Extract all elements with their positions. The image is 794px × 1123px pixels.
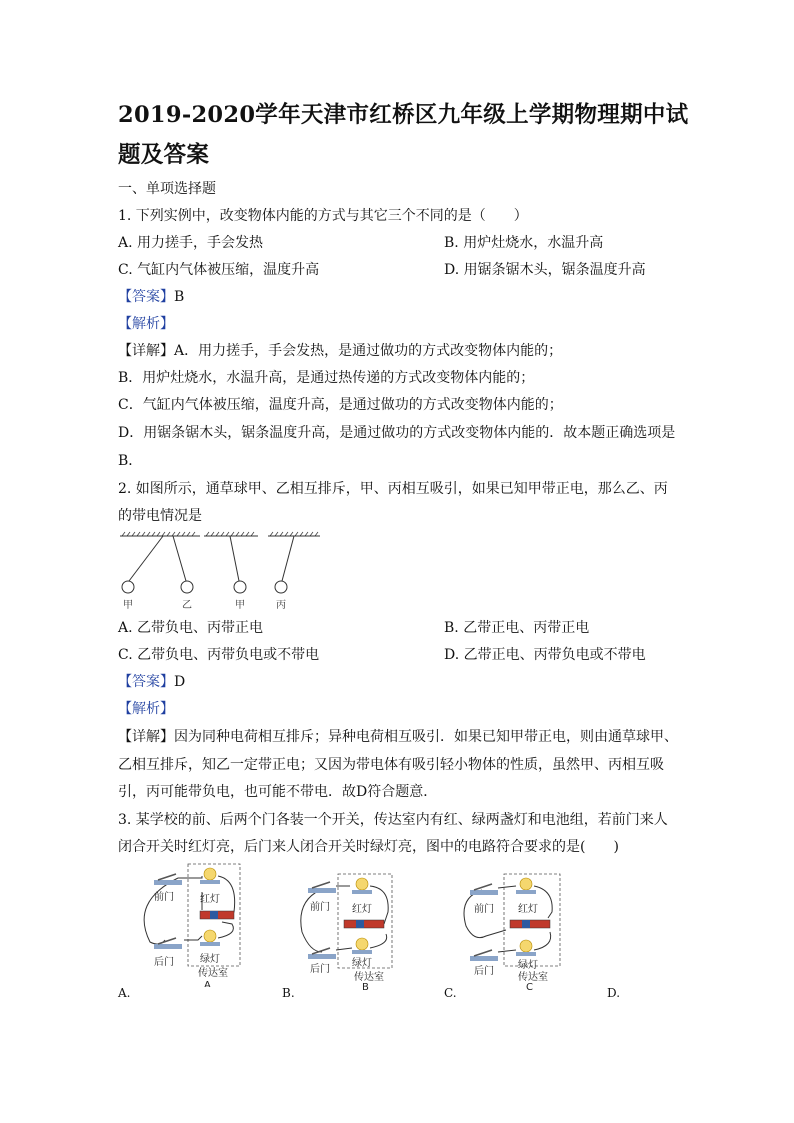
battery-icon bbox=[200, 911, 234, 919]
red-bulb-icon bbox=[516, 878, 536, 894]
svg-text:A: A bbox=[204, 980, 211, 987]
q1-option-b: B. 用炉灶烧水，水温升高 bbox=[444, 235, 604, 251]
answer-value: B bbox=[174, 289, 185, 305]
q2-detail-1: 乙相互排斥，知乙一定带正电；又因为带电体有吸引轻小物体的性质，虽然甲、丙相互吸 bbox=[118, 757, 664, 773]
answer-value: D bbox=[174, 674, 186, 690]
section-heading: 一、单项选择题 bbox=[118, 181, 216, 197]
svg-text:前门: 前门 bbox=[474, 904, 494, 915]
svg-text:绿灯: 绿灯 bbox=[352, 958, 372, 969]
circuit-a bbox=[140, 862, 255, 987]
svg-text:红灯: 红灯 bbox=[200, 894, 220, 905]
green-bulb-icon bbox=[352, 938, 372, 954]
label-yi: 乙 bbox=[182, 600, 192, 611]
q1-option-a: A. 用力搓手，手会发热 bbox=[118, 235, 264, 251]
q1-option-d: D. 用锯条锯木头，锯条温度升高 bbox=[444, 262, 646, 278]
answer-tag: 【答案】 bbox=[118, 289, 174, 305]
front-switch bbox=[470, 884, 498, 895]
svg-text:前门: 前门 bbox=[154, 892, 174, 903]
detail-tag: 【详解】 bbox=[118, 343, 174, 359]
q2-answer bbox=[118, 672, 185, 692]
q1-analysis-tag: 【解析】 bbox=[118, 316, 174, 332]
q3-option-c: C. bbox=[444, 986, 457, 1000]
back-switch bbox=[470, 950, 498, 961]
label-jia-2: 甲 bbox=[235, 600, 245, 611]
q1-option-c: C. 气缸内气体被压缩，温度升高 bbox=[118, 262, 320, 278]
label-jia-1: 甲 bbox=[123, 600, 133, 611]
q2-analysis-tag: 【解析】 bbox=[118, 701, 174, 717]
q1-detail-0: 【详解】A．用力搓手，手会发热，是通过做功的方式改变物体内能的； bbox=[118, 343, 563, 359]
svg-text:后门: 后门 bbox=[474, 966, 494, 977]
svg-text:绿灯: 绿灯 bbox=[200, 954, 220, 965]
q1-answer bbox=[118, 287, 184, 307]
svg-text:红灯: 红灯 bbox=[352, 904, 372, 915]
q2-detail-2: 引，丙可能带负电，也可能不带电．故D符合题意． bbox=[118, 784, 438, 800]
svg-text:传达室: 传达室 bbox=[354, 972, 384, 983]
q1-detail-2: C．气缸内气体被压缩，温度升高，是通过做功的方式改变物体内能的； bbox=[118, 397, 563, 413]
q1-detail-1: B．用炉灶烧水，水温升高，是通过热传递的方式改变物体内能的； bbox=[118, 370, 535, 386]
q2-detail-0: 【详解】因为同种电荷相互排斥；异种电荷相互吸引．如果已知甲带正电，则由通草球甲、 bbox=[118, 729, 678, 745]
q1-stem: 1. 下列实例中，改变物体内能的方式与其它三个不同的是（ ） bbox=[118, 208, 528, 224]
red-bulb-icon bbox=[352, 878, 372, 894]
q3-option-b: B. bbox=[282, 986, 295, 1000]
svg-text:后门: 后门 bbox=[154, 957, 174, 968]
q2-stem-line-1: 2. 如图所示，通草球甲、乙相互排斥，甲、丙相互吸引，如果已知甲带正电，那么乙、丙 bbox=[118, 481, 668, 497]
ball-yi bbox=[181, 581, 193, 593]
q3-stem-line-2: 闭合开关时红灯亮，后门来人闭合开关时绿灯亮，图中的电路符合要求的是( ) bbox=[118, 839, 619, 855]
svg-text:绿灯: 绿灯 bbox=[518, 960, 538, 971]
back-switch bbox=[308, 948, 336, 959]
label-bing: 丙 bbox=[276, 600, 286, 611]
q3-stem-line-1: 3. 某学校的前、后两个门各装一个开关，传达室内有红、绿两盏灯和电池组，若前门来人 bbox=[118, 812, 668, 828]
circuit-c bbox=[462, 872, 562, 990]
ball-bing bbox=[275, 581, 287, 593]
circuit-b bbox=[300, 872, 400, 990]
svg-text:前门: 前门 bbox=[310, 902, 330, 913]
ball-jia-2 bbox=[234, 581, 246, 593]
q3-option-d: D. bbox=[607, 986, 621, 1000]
q1-detail-4: B． bbox=[118, 453, 143, 469]
svg-text:红灯: 红灯 bbox=[518, 904, 538, 915]
svg-text:传达室: 传达室 bbox=[198, 968, 228, 979]
q1-detail-3: D．用锯条锯木头，锯条温度升高，是通过做功的方式改变物体内能的．故本题正确选项是 bbox=[118, 425, 676, 441]
q2-stem-line-2: 的带电情况是 bbox=[118, 508, 202, 524]
front-switch bbox=[154, 874, 182, 885]
back-switch bbox=[154, 938, 182, 949]
svg-text:C: C bbox=[526, 982, 533, 990]
q2-ball-figure bbox=[118, 530, 328, 612]
q2-option-c: C. 乙带负电、丙带负电或不带电 bbox=[118, 647, 320, 663]
answer-tag: 【答案】 bbox=[118, 674, 174, 690]
green-bulb-icon bbox=[516, 940, 536, 956]
q2-option-a: A. 乙带负电、丙带正电 bbox=[118, 620, 264, 636]
detail-tag: 【详解】 bbox=[118, 729, 174, 745]
ball-jia-1 bbox=[122, 581, 134, 593]
q3-option-a: A. bbox=[118, 986, 131, 1000]
green-bulb-icon bbox=[200, 930, 220, 946]
q2-option-d: D. 乙带正电、丙带负电或不带电 bbox=[444, 647, 646, 663]
battery-icon bbox=[344, 920, 384, 928]
svg-text:后门: 后门 bbox=[310, 964, 330, 975]
battery-icon bbox=[510, 920, 550, 928]
q2-option-b: B. 乙带正电、丙带正电 bbox=[444, 620, 590, 636]
red-bulb-icon bbox=[200, 868, 220, 884]
svg-text:B: B bbox=[362, 982, 369, 990]
page-title: 2019-2020学年天津市红桥区九年级上学期物理期中试题及答案 bbox=[118, 102, 689, 168]
svg-text:传达室: 传达室 bbox=[518, 972, 548, 983]
front-switch bbox=[308, 882, 336, 893]
